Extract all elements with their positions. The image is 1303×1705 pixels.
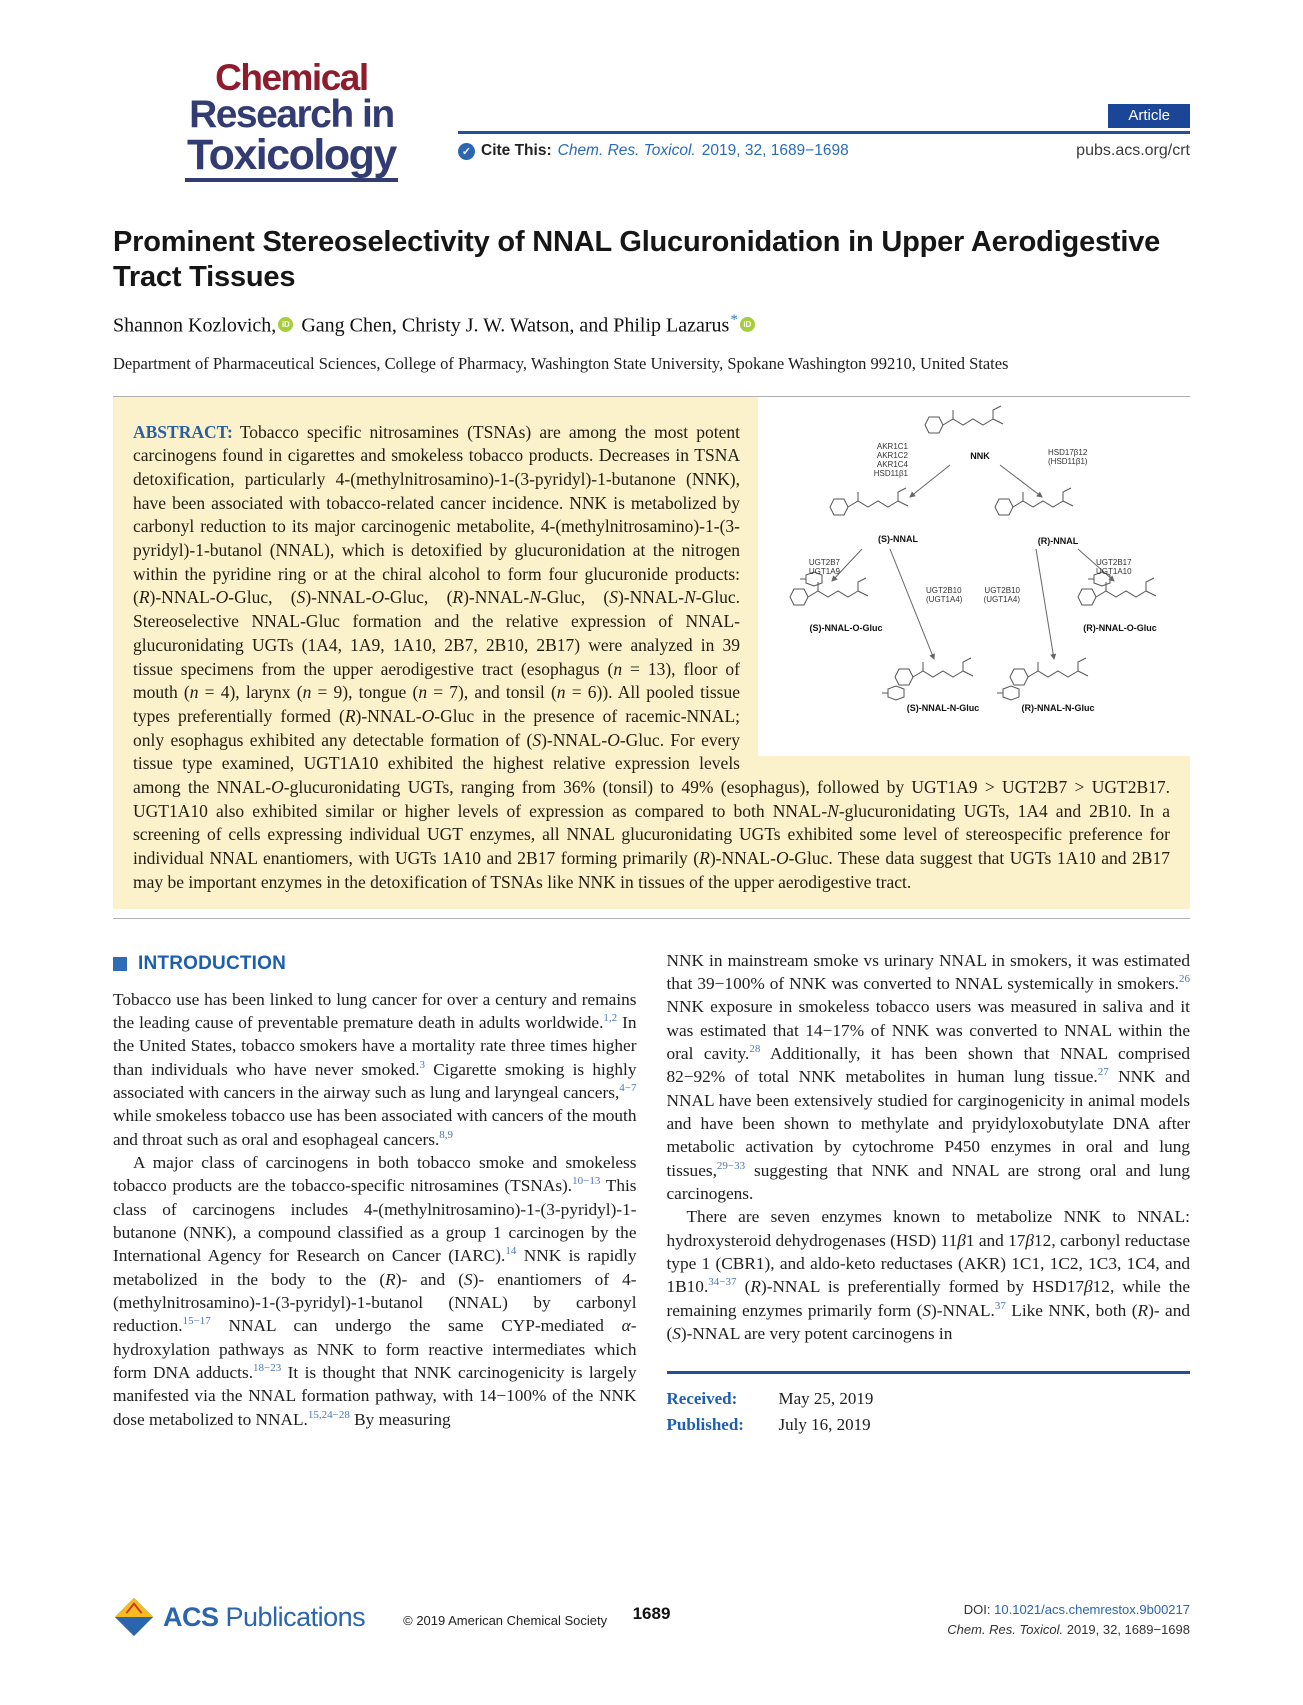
scheme-compound-label: (R)-NNAL: [1037, 535, 1079, 546]
section-square-icon: [113, 957, 127, 971]
footer-volume-pages: 2019, 32, 1689−1698: [1066, 1621, 1190, 1637]
reference-superscript: 27: [1097, 1066, 1109, 1079]
dates-rule: [667, 1371, 1191, 1374]
intro-paragraph-2: A major class of carcinogens in both tobacco smoke and smokeless tobacco products are the tobacco-specific nitrosamines (TSNAs).$^{10-13}$ This class of carcinogens includes 4-(methylnitrosamino)-1-(3-pyridyl)-1-butanone (NNK), a compound classified as a group 1 carcinogen by the International Agency for Research on Cancer (IARC).$^{14}$ NNK is rapidly metabolized in the body to the (R)- and (S)- enantiomers of 4-(methylnitrosamino)-1-(3-pyridyl)-1-butanol (NNAL) by carbonyl reduction.$^{15-17}$ NNAL can undergo the same CYP-mediated α-hydroxylation pathways as NNK to form reactive intermediates which form DNA adducts.$^{18-23}$ It is thought that NNK carcinogenicity is largely manifested via the NNAL formation pathway, with 14−100% of the NNK dose metabolized to NNAL.$^{15,24-28}$ By measuring: [113, 1152, 637, 1429]
reference-superscript: 37: [994, 1299, 1006, 1312]
doi-line: [947, 1600, 1190, 1620]
intro-paragraph-1: Tobacco use has been linked to lung cancer for over a century and remains the leading cause of preventable premature death in adults worldwide.$^{1,2}$ In the United States, tobacco smokers have a mortality rate three times higher than individuals who have never smoked.$^3$ Cigarette smoking is highly associated with cancers in the airway such as lung and laryngeal cancers,$^{4-7}$ while smokeless tobacco use has been associated with cancers of the mouth and throat such as oral and esophageal cancers.$^{8,9}$: [113, 989, 637, 1149]
cite-volume-pages: 2019, 32, 1689−1698: [701, 142, 849, 159]
reference-superscript: 18−23: [253, 1362, 282, 1375]
journal-logo-line3: Toxicology: [185, 134, 398, 181]
received-published-block: [667, 1371, 1191, 1437]
footer-journal-abbrev: Chem. Res. Toxicol.: [947, 1621, 1064, 1637]
published-label: Published:: [666, 1414, 744, 1434]
acs-wordmark-publications: Publications: [225, 1601, 366, 1632]
reference-superscript: 8,9: [439, 1128, 454, 1141]
published-line: [667, 1412, 1191, 1438]
scheme-compound-label: (S)-NNAL-N-Gluc: [906, 702, 980, 713]
author-name: Christy J. W. Watson,: [396, 314, 575, 337]
scheme-compound-label: (S)-NNAL-O-Gluc: [809, 622, 883, 633]
reference-superscript: 29−33: [716, 1159, 746, 1172]
received-line: [667, 1386, 1191, 1412]
author-name: Shannon Kozlovich,: [113, 314, 277, 337]
acs-logo-icon: [113, 1596, 155, 1638]
reference-superscript: 15−17: [182, 1315, 211, 1328]
journal-url-link[interactable]: pubs.acs.org/crt: [1076, 142, 1190, 159]
reference-superscript: 14: [505, 1245, 517, 1258]
scheme-enzyme-label: UGT2B10 (UGT1A4): [926, 585, 963, 604]
section-heading-introduction: [113, 953, 637, 975]
article-type-badge: Article: [1108, 104, 1190, 128]
reference-superscript: 28: [749, 1043, 761, 1056]
doi-link[interactable]: 10.1021/acs.chemrestox.9b00217: [994, 1602, 1190, 1617]
doi-label: DOI:: [963, 1602, 995, 1617]
metabolic-scheme-figure: [758, 397, 1190, 756]
reference-superscript: 3: [419, 1058, 426, 1071]
cite-journal-abbrev: Chem. Res. Toxicol.: [557, 142, 696, 159]
page-number: 1689: [632, 1604, 671, 1623]
scheme-enzyme-label: UGT2B7 UGT1A9: [808, 557, 840, 576]
scheme-compound-label: (R)-NNAL-O-Gluc: [1083, 622, 1157, 633]
acs-wordmark-acs: ACS: [163, 1601, 219, 1632]
orcid-icon[interactable]: iD: [740, 317, 755, 332]
reference-superscript: 10−13: [572, 1175, 601, 1188]
affiliation: Department of Pharmaceutical Sciences, College of Pharmacy, Washington State University, Spokane Washington 99210, United States: [113, 354, 1009, 374]
scheme-compound-label: NNK: [970, 450, 990, 461]
article-title: Prominent Stereoselectivity of NNAL Glucuronidation in Upper Aerodigestive Tract Tissues: [113, 226, 1161, 294]
reference-superscript: 1,2: [603, 1012, 618, 1025]
journal-logo-line2: Research in: [189, 93, 394, 137]
reference-superscript: 4−7: [619, 1082, 637, 1095]
journal-logo-line1: Chemical: [215, 57, 368, 98]
abstract-divider: [113, 918, 1190, 919]
title-block: [113, 225, 1190, 376]
received-value: May 25, 2019: [778, 1389, 874, 1409]
masthead-rule: [458, 131, 1190, 134]
scheme-enzyme-label: HSD17β12 (HSD11β1): [1048, 447, 1088, 466]
author-list: [113, 312, 1190, 338]
section-heading-label: INTRODUCTION: [138, 952, 287, 974]
body-columns: [113, 949, 1190, 1438]
footer-left: [113, 1596, 607, 1638]
published-value: July 16, 2019: [778, 1414, 871, 1434]
intro-paragraph-3: NNK in mainstream smoke vs urinary NNAL in smokers, it was estimated that 39−100% of NNK was converted to NNAL systemically in smokers.$^{26}$ NNK exposure in smokeless tobacco users was measured in saliva and it was estimated that 14−17% of NNK was converted to NNAL within the oral cavity.$^{28}$ Additionally, it has been shown that NNAL comprised 82−92% of total NNK metabolites in human lung tissue.$^{27}$ NNK and NNAL have been extensively studied for carginogenicity in animal models and have been shown to methylate and pryidyloxobutylate DNA after metabolic activation by cytochrome P450 enzymes in oral and lung tissues,$^{29-33}$ suggesting that NNK and NNAL are strong oral and lung carcinogens.: [666, 950, 1190, 1203]
scheme-compound-label: (S)-NNAL: [878, 533, 918, 544]
abstract-section: [113, 396, 1190, 909]
copyright-text: © 2019 American Chemical Society: [403, 1612, 608, 1628]
reference-superscript: 34−37: [708, 1276, 737, 1289]
reference-superscript: 15,24−28: [307, 1408, 350, 1421]
cite-this-label: Cite This:: [481, 142, 552, 159]
footer-right: [947, 1600, 1190, 1639]
received-label: Received:: [666, 1389, 738, 1409]
acs-publications-wordmark: [163, 1602, 365, 1633]
abstract-label: ABSTRACT:: [133, 421, 233, 442]
left-column: [113, 949, 637, 1438]
corresponding-author-star: *: [730, 311, 738, 328]
reference-superscript: 26: [1179, 973, 1190, 986]
scheme-enzyme-label: UGT2B17 UGT1A10: [1096, 557, 1132, 576]
right-column: [667, 949, 1191, 1438]
footer-citation: [947, 1620, 1190, 1640]
journal-logo: [185, 57, 398, 182]
intro-paragraph-4: There are seven enzymes known to metabolize NNK to NNAL: hydroxysteroid dehydrogenases (HSD) 11β1 and 17β12, carbonyl reductase type 1 (CBR1), and aldo-keto reductases (AKR) 1C1, 1C2, 1C3, 1C4, and 1B10.$^{34-37}$ (R)-NNAL is preferentially formed by HSD17β12, while the remaining enzymes primarily form (S)-NNAL.$^{37}$ Like NNK, both (R)- and (S)-NNAL are very potent carcinogens in: [666, 1207, 1191, 1344]
cite-check-icon: ✓: [458, 143, 475, 160]
masthead: [113, 0, 1190, 205]
scheme-enzyme-label: AKR1C1 AKR1C2 AKR1C4 HSD11β1: [873, 441, 908, 478]
orcid-icon[interactable]: iD: [278, 317, 293, 332]
scheme-compound-label: (R)-NNAL-N-Gluc: [1021, 702, 1095, 713]
citation-row: [458, 142, 1190, 160]
cite-this-link[interactable]: [458, 142, 849, 160]
scheme-enzyme-label: UGT2B10 (UGT1A4): [983, 585, 1020, 604]
abstract-text: Tobacco specific nitrosamines (TSNAs) are among the most potent carcinogens found in cigarettes and smokeless tobacco products. Decreases in TSNA detoxification, particularly 4-(methylnitrosamino)-1-(3-pyridyl)-1-butanone (NNK), have been associated with tobacco-related cancer incidence. NNK is metabolized by carbonyl reduction to its major carcinogenic metabolite, 4-(methylnitrosamino)-1-(3-pyridyl)-1-butanol (NNAL), which is detoxified by glucuronidation at the nitrogen within the pyridine ring or at the chiral alcohol to form four glucuronide products: (R)-NNAL-O-Gluc, (S)-NNAL-O-Gluc, (R)-NNAL-N-Gluc, (S)-NNAL-N-Gluc. Stereoselective NNAL-Gluc formation and the relative expression of NNAL-glucuronidating UGTs (1A4, 1A9, 1A10, 2B7, 2B10, 2B17) were analyzed in 39 tissue specimens from the upper aerodigestive tract (esophagus (n = 13), floor of mouth (n = 4), larynx (n = 9), tongue (n = 7), and tonsil (n = 6)). All pooled tissue types preferentially formed (R)-NNAL-O-Gluc in the presence of racemic-NNAL; only esophagus exhibited any detectable formation of (S)-NNAL-O-Gluc. For every tissue type examined, UGT1A10 exhibited the highest relative expression levels among the NNAL-O-glucuronidating UGTs, ranging from 36% (tonsil) to 49% (esophagus), followed by UGT1A9 > UGT2B7 > UGT2B17. UGT1A10 also exhibited similar or higher levels of expression as compared to both NNAL-N-glucuronidating UGTs, 1A4 and 2B10. In a screening of cells expressing individual UGT enzymes, all NNAL glucuronidating UGTs exhibited some level of stereospecific preference for individual NNAL enantiomers, with UGTs 1A10 and 2B17 forming primarily (R)-NNAL-O-Gluc. These data suggest that UGTs 1A10 and 2B17 may be important enzymes in the detoxification of TSNAs like NNK in tissues of the upper aerodigestive tract.: [133, 421, 1170, 892]
metabolic-scheme-svg: [758, 397, 1190, 756]
author-name: and Philip Lazarus: [574, 314, 730, 337]
author-name: Gang Chen,: [296, 314, 397, 337]
